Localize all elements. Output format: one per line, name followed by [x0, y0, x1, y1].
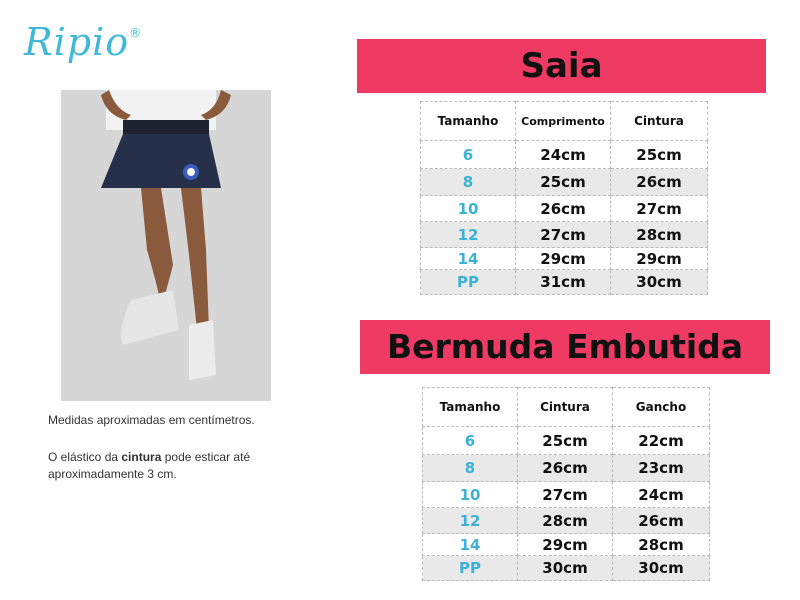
saia-row	[421, 222, 708, 248]
saia-cell-col1: 24cm	[516, 141, 611, 169]
bermuda-row	[423, 482, 710, 508]
saia-row	[421, 248, 708, 270]
bermuda-cell-col1: 30cm	[518, 556, 613, 581]
bermuda-cell-size: PP	[423, 556, 518, 581]
bermuda-row	[423, 508, 710, 534]
saia-cell-size: 10	[421, 196, 516, 222]
bermuda-cell-col1: 27cm	[518, 482, 613, 508]
saia-row	[421, 169, 708, 196]
brand-logo	[24, 20, 142, 64]
bermuda-title: Bermuda Embutida	[360, 320, 770, 374]
bermuda-cell-col2: 23cm	[613, 455, 710, 482]
saia-cell-col1: 25cm	[516, 169, 611, 196]
bermuda-cell-size: 10	[423, 482, 518, 508]
bermuda-cell-size: 6	[423, 427, 518, 455]
elastic-note-post: pode esticar até aproximadamente 3 cm.	[48, 450, 251, 481]
saia-row	[421, 196, 708, 222]
saia-cell-size: 8	[421, 169, 516, 196]
saia-cell-size: 12	[421, 222, 516, 248]
saia-cell-size: 14	[421, 248, 516, 270]
saia-cell-size: 6	[421, 141, 516, 169]
bermuda-row	[423, 455, 710, 482]
bermuda-row	[423, 534, 710, 556]
bermuda-cell-col1: 25cm	[518, 427, 613, 455]
bermuda-cell-col2: 28cm	[613, 534, 710, 556]
saia-cell-col2: 25cm	[611, 141, 708, 169]
bermuda-cell-size: 8	[423, 455, 518, 482]
saia-row	[421, 270, 708, 295]
saia-row	[421, 141, 708, 169]
saia-cell-col2: 29cm	[611, 248, 708, 270]
elastic-note-bold: cintura	[121, 450, 162, 464]
bermuda-cell-col2: 30cm	[613, 556, 710, 581]
saia-cell-col1: 26cm	[516, 196, 611, 222]
bermuda-cell-col2: 26cm	[613, 508, 710, 534]
bermuda-cell-col2: 22cm	[613, 427, 710, 455]
bermuda-cell-col2: 24cm	[613, 482, 710, 508]
saia-cell-col2: 26cm	[611, 169, 708, 196]
saia-cell-col1: 27cm	[516, 222, 611, 248]
bermuda-row	[423, 556, 710, 581]
saia-table	[420, 101, 708, 295]
brand-name: Ripio	[24, 20, 130, 64]
saia-cell-size: PP	[421, 270, 516, 295]
saia-cell-col1: 29cm	[516, 248, 611, 270]
bermuda-cell-col1: 28cm	[518, 508, 613, 534]
elastic-note-pre: O elástico da	[48, 450, 122, 464]
saia-header-cintura: Cintura	[611, 102, 708, 141]
saia-header-tamanho: Tamanho	[421, 102, 516, 141]
registered-mark: ®	[129, 26, 143, 40]
bermuda-cell-col1: 26cm	[518, 455, 613, 482]
product-photo	[61, 90, 271, 401]
bermuda-cell-size: 14	[423, 534, 518, 556]
saia-header-comprimento: Comprimento	[516, 102, 611, 141]
bermuda-table	[422, 387, 710, 581]
bermuda-cell-col1: 29cm	[518, 534, 613, 556]
bermuda-header-cintura: Cintura	[518, 388, 613, 427]
saia-cell-col2: 27cm	[611, 196, 708, 222]
bermuda-header-gancho: Gancho	[613, 388, 710, 427]
bermuda-header-tamanho: Tamanho	[423, 388, 518, 427]
bermuda-row	[423, 427, 710, 455]
measurement-note: Medidas aproximadas em centímetros.	[48, 413, 255, 427]
saia-cell-col1: 31cm	[516, 270, 611, 295]
saia-cell-col2: 30cm	[611, 270, 708, 295]
saia-cell-col2: 28cm	[611, 222, 708, 248]
saia-title: Saia	[357, 39, 766, 93]
elastic-note	[48, 449, 288, 483]
skirt-photo-illustration	[61, 90, 271, 401]
bermuda-cell-size: 12	[423, 508, 518, 534]
